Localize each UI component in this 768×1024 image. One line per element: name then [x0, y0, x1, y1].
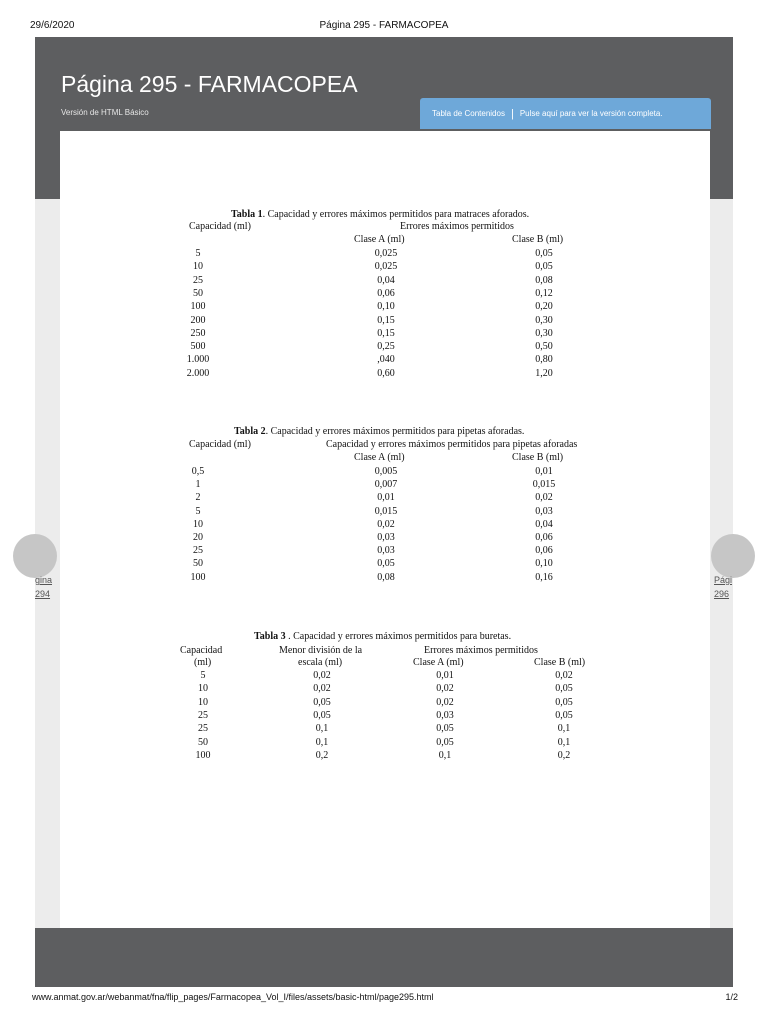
table1-header-class-b: Clase B (ml) [512, 234, 564, 245]
table1-cell: 5 [195, 248, 201, 259]
table1-header-class-a: Clase A (ml) [354, 234, 405, 245]
table1-caption-text: . Capacidad y errores máximos permitidos para matraces aforados. [262, 209, 530, 220]
print-page-count: 1/2 [725, 992, 738, 1002]
table1-cell: 500 [190, 341, 206, 353]
print-title: Página 295 - FARMACOPEA [319, 20, 449, 31]
table3-cell: 10 [198, 696, 208, 708]
prev-page-label: gina [35, 575, 53, 585]
table3-cell: 0,05 [555, 709, 573, 721]
table3-cell: 0,1 [557, 736, 571, 748]
table3-cell: 0,02 [436, 683, 454, 695]
table3-header-capacity: Capacidad [180, 645, 223, 656]
arrow-left-icon [13, 534, 57, 578]
print-url: www.anmat.gov.ar/webanmat/fna/flip_pages/Farmacopea_Vol_I/files/assets/basic-html/page295.html [32, 992, 434, 1002]
table2-cell: 0,03 [377, 545, 395, 557]
table2-cell: 20 [193, 532, 203, 543]
table1-cell: 25 [193, 274, 203, 286]
table3-header-class-b: Clase B (ml) [534, 657, 586, 668]
table3-caption-label: Tabla 3 [254, 631, 286, 642]
table1-caption [231, 209, 529, 221]
table2-cell: 0,03 [377, 532, 395, 543]
table3-cell: 0,05 [436, 736, 454, 748]
table1-cell: 0,80 [535, 354, 553, 366]
prev-page-link[interactable] [35, 573, 52, 601]
table2-cell: 0,08 [377, 571, 395, 583]
table3-header-capacity-unit: (ml) [194, 657, 212, 668]
print-header [0, 0, 768, 34]
table1-cell: ,040 [377, 354, 395, 366]
table1-cell: 250 [190, 327, 206, 339]
flipbook-viewer [35, 37, 733, 987]
next-page-link[interactable] [714, 573, 732, 601]
table3-header-division: Menor división de la [279, 645, 363, 656]
full-version-link[interactable]: Pulse aquí para ver la versión completa. [519, 109, 663, 118]
table3-cell: 50 [198, 736, 208, 748]
print-date: 29/6/2020 [30, 20, 75, 31]
table2-header-class-a: Clase A (ml) [354, 452, 405, 463]
table1-cell: 1.000 [186, 354, 210, 366]
table1-cell: 0,30 [535, 314, 553, 326]
table3-cell: 0,03 [436, 709, 454, 721]
table1-cell: 0,30 [535, 327, 553, 339]
table2-cell: 0,10 [535, 558, 553, 570]
table1-cell: 0,025 [374, 248, 398, 259]
table1-cell: 10 [193, 261, 203, 273]
table3-cell: 0,1 [438, 749, 452, 761]
table1-cell: 0,15 [377, 327, 395, 339]
table1-cell: 0,04 [377, 274, 395, 286]
table1-cell: 0,10 [377, 301, 395, 313]
table3-header-class-a: Clase A (ml) [413, 657, 464, 668]
table2-cell: 100 [190, 571, 206, 583]
table2-caption [234, 426, 524, 438]
table2-cell: 0,16 [535, 571, 553, 583]
table1-cell: 2.000 [186, 367, 210, 379]
table2-cell: 2 [195, 492, 201, 504]
table1-cell: 0,25 [377, 341, 395, 353]
table3-cell: 0,02 [313, 683, 331, 695]
table1-header-capacity: Capacidad (ml) [189, 221, 251, 232]
table1-cell: 0,12 [535, 287, 553, 299]
table3-cell: 0,2 [557, 749, 571, 761]
table3-cell: 0,1 [315, 723, 329, 735]
table2-cell: 0,015 [374, 505, 398, 517]
table1-cell: 0,06 [377, 287, 395, 299]
table3-header-division-unit: escala (ml) [298, 657, 343, 668]
table2-cell: 5 [195, 505, 201, 517]
basic-html-subtitle: Versión de HTML Básico [61, 108, 149, 117]
next-page-button[interactable] [711, 534, 733, 578]
table2-caption-label: Tabla 2 [234, 426, 266, 437]
table1-cell: 0,60 [377, 367, 395, 379]
table2-cell: 10 [193, 518, 203, 530]
table1-cell: 0,05 [535, 261, 553, 273]
next-page-number: 296 [714, 589, 730, 599]
toc-separator: | [510, 107, 514, 120]
table3-caption-text: . Capacidad y errores máximos permitidos para buretas. [285, 631, 512, 642]
toc-link[interactable]: Tabla de Contenidos [432, 109, 505, 118]
table2-cell: 0,02 [535, 492, 553, 504]
table3-cell: 0,05 [313, 709, 331, 721]
table2-cell: 1 [195, 479, 201, 491]
table3-cell: 0,02 [555, 670, 573, 681]
table3-cell: 0,1 [315, 736, 329, 748]
table2-cell: 0,005 [374, 466, 398, 477]
table1-header-errors: Errores máximos permitidos [400, 221, 514, 232]
table2-cell: 0,04 [535, 518, 553, 530]
table1-cell: 50 [193, 287, 203, 299]
table1-cell: 200 [190, 314, 206, 326]
arrow-right-icon [711, 534, 755, 578]
table2-cell: 0,01 [377, 492, 395, 504]
table2-cell: 0,05 [377, 558, 395, 570]
table3-cell: 10 [198, 683, 208, 695]
table1-cell: 0,05 [535, 248, 553, 259]
table3-cell: 0,05 [436, 723, 454, 735]
table2-cell: 0,06 [535, 532, 553, 543]
table3-cell: 25 [198, 723, 208, 735]
table2-caption-text: . Capacidad y errores máximos permitidos para pipetas aforadas. [265, 426, 525, 437]
table1-cell: 0,08 [535, 274, 553, 286]
table2-cell: 0,03 [535, 505, 553, 517]
table1-cell: 0,50 [535, 341, 553, 353]
table2-header-capacity: Capacidad (ml) [189, 439, 251, 450]
next-page-label: Pági [714, 575, 733, 585]
table3-cell: 5 [200, 670, 206, 681]
table2-cell: 0,01 [535, 466, 553, 477]
table3-cell: 0,1 [557, 723, 571, 735]
page-title: Página 295 - FARMACOPEA [61, 71, 358, 97]
table1-cell: 1,20 [535, 367, 553, 379]
table3-cell: 0,02 [436, 696, 454, 708]
table2-cell: 25 [193, 545, 203, 557]
table3-cell: 0,05 [555, 696, 573, 708]
prev-page-button[interactable] [35, 534, 57, 578]
table3-caption [254, 631, 511, 643]
table1-cell: 0,15 [377, 314, 395, 326]
table1-caption-label: Tabla 1 [231, 209, 263, 220]
table3-cell: 0,05 [555, 683, 573, 695]
table2-cell: 0,02 [377, 518, 395, 530]
prev-page-number: 294 [35, 589, 51, 599]
table2-header-class-b: Clase B (ml) [512, 452, 564, 463]
table2-cell: 0,06 [535, 545, 553, 557]
footer-band [35, 928, 733, 987]
table3-cell: 0,2 [315, 749, 329, 761]
table3-cell: 0,02 [313, 670, 331, 681]
table1-cell: 0,20 [535, 301, 553, 313]
table2-cell: 50 [193, 558, 203, 570]
table3-cell: 100 [195, 749, 211, 761]
table3-cell: 25 [198, 709, 208, 721]
table1-cell: 100 [190, 301, 206, 313]
page-content [60, 131, 710, 928]
table2-cell: 0,007 [374, 479, 398, 491]
table2-cell: 0,5 [191, 466, 205, 477]
table2-header-errors: Capacidad y errores máximos permitidos para pipetas aforadas [326, 439, 578, 450]
table2-cell: 0,015 [532, 479, 556, 491]
table3-header-errors: Errores máximos permitidos [424, 645, 538, 656]
table1-cell: 0,025 [374, 261, 398, 273]
table3-cell: 0,05 [313, 696, 331, 708]
table3-cell: 0,01 [436, 670, 454, 681]
toc-bar [420, 98, 711, 129]
